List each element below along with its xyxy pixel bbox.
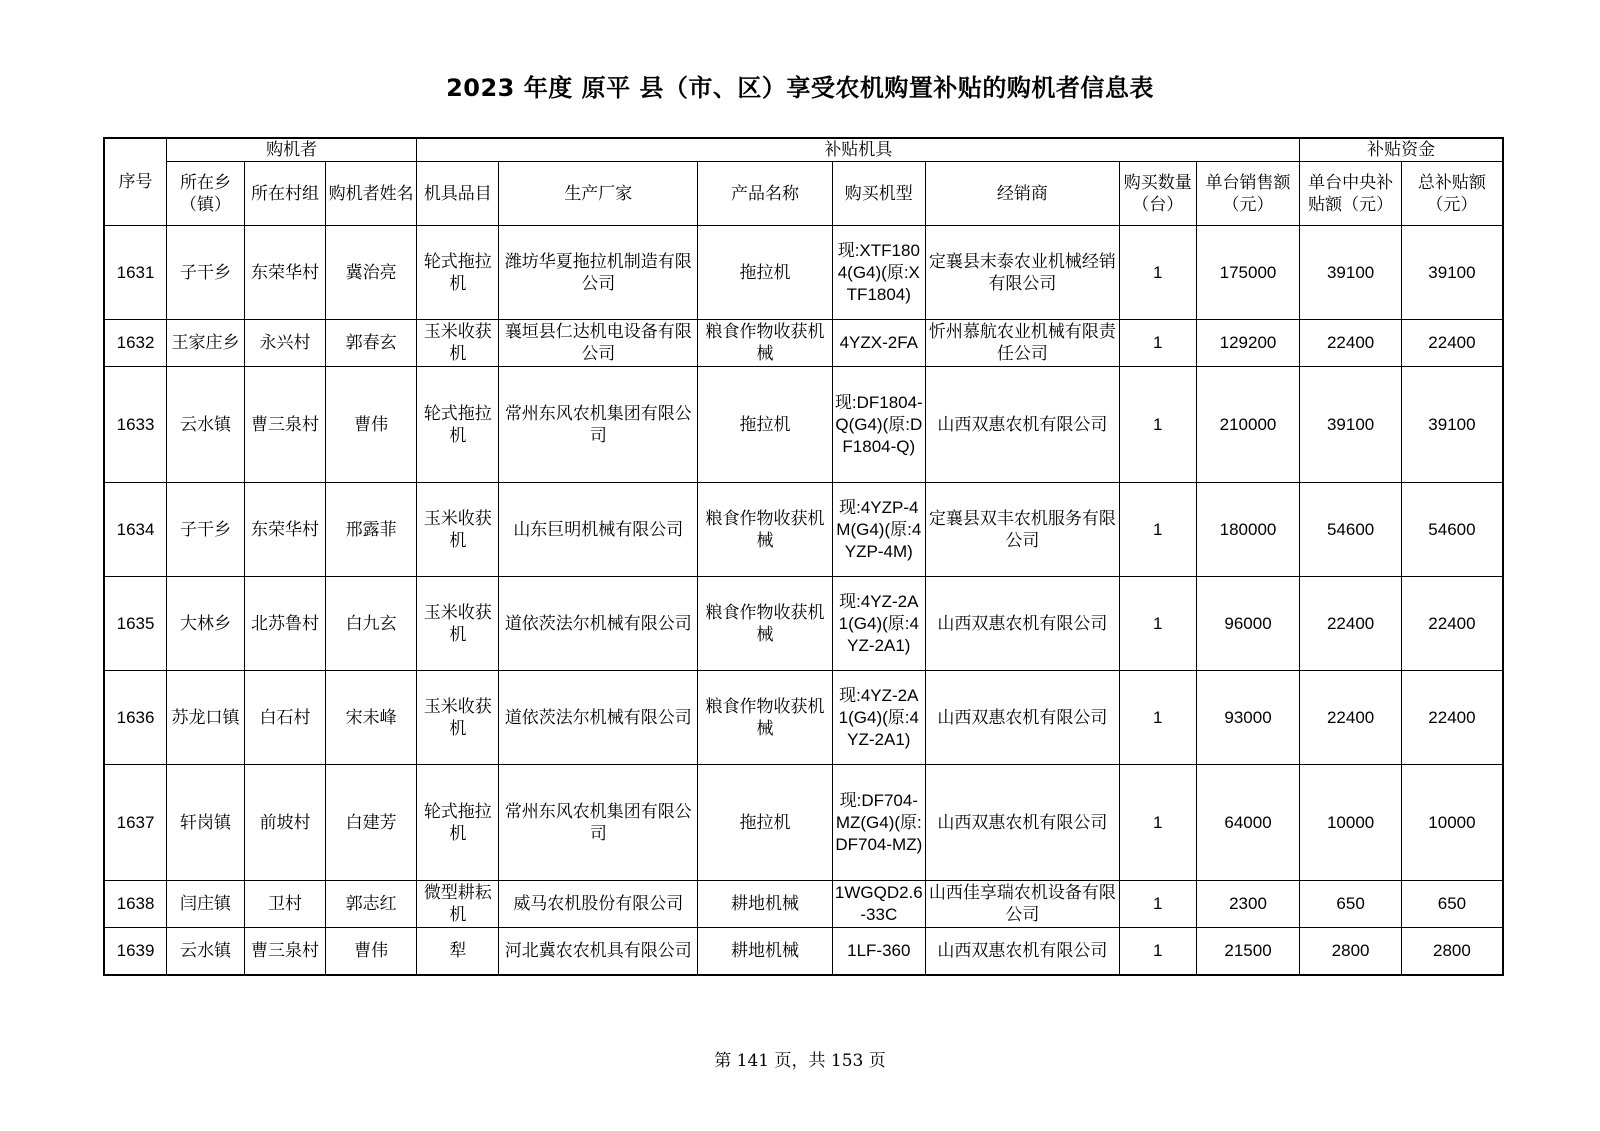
column-header-town: 所在乡（镇） [167, 162, 245, 226]
page-title: 2023 年度 原平 县（市、区）享受农机购置补贴的购机者信息表 [446, 74, 1154, 102]
cell-maker: 道依茨法尔机械有限公司 [499, 671, 698, 765]
cell-product: 粮食作物收获机械 [698, 320, 832, 367]
header-column-row [104, 162, 1503, 226]
header-group-row [104, 138, 1503, 162]
column-header-maker: 生产厂家 [499, 162, 698, 226]
cell-maker: 常州东风农机集团有限公司 [499, 765, 698, 881]
cell-price: 180000 [1196, 483, 1300, 577]
table-row [104, 320, 1503, 367]
cell-model: 现:4YZ-2A1(G4)(原:4YZ-2A1) [832, 671, 925, 765]
cell-name: 曹伟 [326, 928, 417, 975]
cell-price: 129200 [1196, 320, 1300, 367]
group-header-fund: 补贴资金 [1300, 138, 1503, 162]
table-row [104, 226, 1503, 320]
cell-price: 175000 [1196, 226, 1300, 320]
cell-central: 22400 [1300, 577, 1402, 671]
cell-town: 王家庄乡 [167, 320, 245, 367]
cell-qty: 1 [1119, 226, 1196, 320]
column-header-name: 购机者姓名 [326, 162, 417, 226]
cell-product: 拖拉机 [698, 226, 832, 320]
cell-model: 现:4YZP-4M(G4)(原:4YZP-4M) [832, 483, 925, 577]
cell-total: 22400 [1401, 671, 1503, 765]
cell-village: 前坡村 [244, 765, 325, 881]
cell-qty: 1 [1119, 765, 1196, 881]
table-row [104, 577, 1503, 671]
cell-price: 210000 [1196, 367, 1300, 483]
cell-category: 犁 [417, 928, 499, 975]
table-row [104, 928, 1503, 975]
cell-town: 子干乡 [167, 483, 245, 577]
column-header-product: 产品名称 [698, 162, 832, 226]
cell-village: 北苏鲁村 [244, 577, 325, 671]
cell-category: 微型耕耘机 [417, 881, 499, 928]
cell-dealer: 定襄县末泰农业机械经销有限公司 [925, 226, 1119, 320]
table-row [104, 483, 1503, 577]
cell-total: 22400 [1401, 320, 1503, 367]
cell-name: 郭春玄 [326, 320, 417, 367]
cell-category: 玉米收获机 [417, 671, 499, 765]
cell-seq: 1639 [104, 928, 167, 975]
cell-qty: 1 [1119, 881, 1196, 928]
column-header-village: 所在村组 [244, 162, 325, 226]
column-header-seq: 序号 [104, 138, 167, 226]
cell-dealer: 山西双惠农机有限公司 [925, 671, 1119, 765]
cell-price: 96000 [1196, 577, 1300, 671]
cell-central: 650 [1300, 881, 1402, 928]
cell-maker: 常州东风农机集团有限公司 [499, 367, 698, 483]
cell-central: 22400 [1300, 320, 1402, 367]
cell-qty: 1 [1119, 928, 1196, 975]
cell-maker: 河北冀农农机具有限公司 [499, 928, 698, 975]
cell-village: 卫村 [244, 881, 325, 928]
cell-seq: 1635 [104, 577, 167, 671]
cell-category: 轮式拖拉机 [417, 765, 499, 881]
column-header-qty: 购买数量（台） [1119, 162, 1196, 226]
cell-price: 2300 [1196, 881, 1300, 928]
cell-product: 粮食作物收获机械 [698, 671, 832, 765]
cell-central: 54600 [1300, 483, 1402, 577]
column-header-category: 机具品目 [417, 162, 499, 226]
cell-name: 曹伟 [326, 367, 417, 483]
cell-dealer: 山西双惠农机有限公司 [925, 928, 1119, 975]
cell-model: 4YZX-2FA [832, 320, 925, 367]
cell-name: 郭志红 [326, 881, 417, 928]
cell-category: 玉米收获机 [417, 320, 499, 367]
cell-model: 现:DF704-MZ(G4)(原:DF704-MZ) [832, 765, 925, 881]
cell-total: 22400 [1401, 577, 1503, 671]
cell-model: 现:XTF1804(G4)(原:XTF1804) [832, 226, 925, 320]
cell-product: 拖拉机 [698, 367, 832, 483]
cell-maker: 山东巨明机械有限公司 [499, 483, 698, 577]
cell-total: 54600 [1401, 483, 1503, 577]
cell-village: 白石村 [244, 671, 325, 765]
cell-price: 64000 [1196, 765, 1300, 881]
cell-maker: 威马农机股份有限公司 [499, 881, 698, 928]
cell-name: 白九玄 [326, 577, 417, 671]
cell-qty: 1 [1119, 483, 1196, 577]
cell-model: 1LF-360 [832, 928, 925, 975]
cell-name: 邢露菲 [326, 483, 417, 577]
column-header-central: 单台中央补贴额（元） [1300, 162, 1402, 226]
cell-town: 云水镇 [167, 367, 245, 483]
cell-village: 东荣华村 [244, 226, 325, 320]
cell-total: 39100 [1401, 367, 1503, 483]
table-row [104, 881, 1503, 928]
buyer-info-table [103, 137, 1504, 976]
cell-dealer: 山西双惠农机有限公司 [925, 577, 1119, 671]
cell-total: 650 [1401, 881, 1503, 928]
cell-central: 39100 [1300, 226, 1402, 320]
cell-qty: 1 [1119, 671, 1196, 765]
cell-maker: 潍坊华夏拖拉机制造有限公司 [499, 226, 698, 320]
cell-dealer: 定襄县双丰农机服务有限公司 [925, 483, 1119, 577]
cell-seq: 1636 [104, 671, 167, 765]
group-header-buyer: 购机者 [167, 138, 417, 162]
cell-seq: 1631 [104, 226, 167, 320]
cell-village: 曹三泉村 [244, 928, 325, 975]
cell-village: 永兴村 [244, 320, 325, 367]
cell-total: 2800 [1401, 928, 1503, 975]
cell-product: 粮食作物收获机械 [698, 577, 832, 671]
cell-model: 1WGQD2.6-33C [832, 881, 925, 928]
column-header-model: 购买机型 [832, 162, 925, 226]
cell-name: 冀治亮 [326, 226, 417, 320]
cell-name: 白建芳 [326, 765, 417, 881]
cell-central: 22400 [1300, 671, 1402, 765]
cell-category: 玉米收获机 [417, 577, 499, 671]
cell-product: 拖拉机 [698, 765, 832, 881]
cell-name: 宋未峰 [326, 671, 417, 765]
cell-category: 玉米收获机 [417, 483, 499, 577]
cell-town: 云水镇 [167, 928, 245, 975]
cell-town: 轩岗镇 [167, 765, 245, 881]
column-header-dealer: 经销商 [925, 162, 1119, 226]
cell-category: 轮式拖拉机 [417, 367, 499, 483]
cell-town: 闫庄镇 [167, 881, 245, 928]
table-row [104, 765, 1503, 881]
cell-seq: 1632 [104, 320, 167, 367]
cell-qty: 1 [1119, 320, 1196, 367]
cell-dealer: 山西佳享瑞农机设备有限公司 [925, 881, 1119, 928]
column-header-price: 单台销售额（元） [1196, 162, 1300, 226]
cell-town: 苏龙口镇 [167, 671, 245, 765]
cell-dealer: 忻州慕航农业机械有限责任公司 [925, 320, 1119, 367]
cell-central: 2800 [1300, 928, 1402, 975]
group-header-machine: 补贴机具 [417, 138, 1300, 162]
cell-seq: 1633 [104, 367, 167, 483]
cell-model: 现:DF1804-Q(G4)(原:DF1804-Q) [832, 367, 925, 483]
cell-dealer: 山西双惠农机有限公司 [925, 367, 1119, 483]
cell-seq: 1638 [104, 881, 167, 928]
cell-seq: 1634 [104, 483, 167, 577]
cell-product: 耕地机械 [698, 881, 832, 928]
cell-category: 轮式拖拉机 [417, 226, 499, 320]
page-footer: 第 141 页，共 153 页 [714, 1051, 886, 1071]
cell-central: 39100 [1300, 367, 1402, 483]
cell-product: 耕地机械 [698, 928, 832, 975]
cell-village: 东荣华村 [244, 483, 325, 577]
cell-price: 93000 [1196, 671, 1300, 765]
cell-dealer: 山西双惠农机有限公司 [925, 765, 1119, 881]
cell-town: 大林乡 [167, 577, 245, 671]
cell-product: 粮食作物收获机械 [698, 483, 832, 577]
cell-maker: 道依茨法尔机械有限公司 [499, 577, 698, 671]
table-row [104, 671, 1503, 765]
cell-qty: 1 [1119, 577, 1196, 671]
cell-seq: 1637 [104, 765, 167, 881]
cell-price: 21500 [1196, 928, 1300, 975]
cell-total: 39100 [1401, 226, 1503, 320]
cell-town: 子干乡 [167, 226, 245, 320]
cell-village: 曹三泉村 [244, 367, 325, 483]
cell-qty: 1 [1119, 367, 1196, 483]
column-header-total: 总补贴额（元） [1401, 162, 1503, 226]
cell-model: 现:4YZ-2A1(G4)(原:4YZ-2A1) [832, 577, 925, 671]
cell-total: 10000 [1401, 765, 1503, 881]
cell-maker: 襄垣县仁达机电设备有限公司 [499, 320, 698, 367]
table-row [104, 367, 1503, 483]
cell-central: 10000 [1300, 765, 1402, 881]
